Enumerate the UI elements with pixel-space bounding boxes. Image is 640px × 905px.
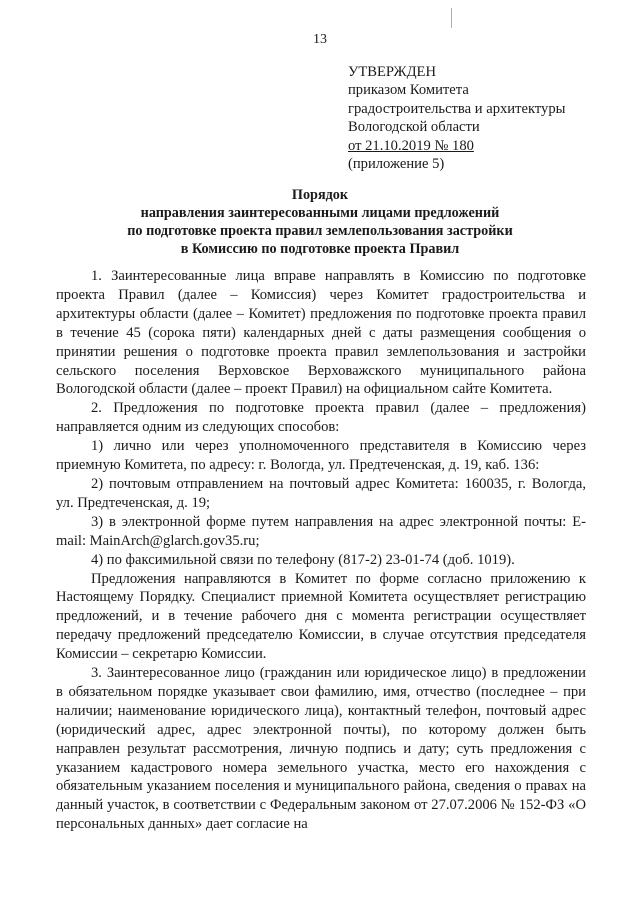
paragraph: 1) лично или через уполномоченного представителя в Комиссию через приемную Комитета, по адресу: г. Вологда, ул. Предтеченская, д. 19, каб. 136: <box>56 438 586 474</box>
page-number: 13 <box>313 32 327 47</box>
heading-line: по подготовке проекта правил землепользования застройки <box>127 223 513 239</box>
document-body <box>56 267 586 834</box>
approval-line: приказом Комитета <box>348 82 469 99</box>
heading-title: Порядок <box>291 187 349 203</box>
approval-line: Вологодской области <box>348 119 480 136</box>
paragraph: 1. Заинтересованные лица вправе направлять в Комиссию по подготовке проекта Правил (далее – Комиссия) через Комитет градостроительства и архитектуры области (далее – Комитет) предложения по подготовке проекта правил в течение 45 (сорока пяти) календарных дней с даты размещения сообщения о принятии решения о подготовке проекта правил землепользования и застройки сельского поселения Верховское Верховажского муниципального района Вологодской области (далее – проект Правил) на официальном сайте Комитета. <box>56 268 586 398</box>
approval-appendix: (приложение 5) <box>348 156 445 173</box>
approval-block <box>348 63 618 173</box>
paragraph: 2) почтовым отправлением на почтовый адрес Комитета: 160035, г. Вологда, ул. Предтеченская, д. 19; <box>56 475 586 511</box>
document-heading <box>0 186 640 258</box>
approval-line: градостроительства и архитектуры <box>348 100 566 117</box>
approval-title: УТВЕРЖДЕН <box>348 64 436 80</box>
approval-date-number: от 21.10.2019 № 180 <box>348 137 474 154</box>
scan-mark <box>451 8 453 28</box>
paragraph: 3) в электронной форме путем направления на адрес электронной почты: E-mail: MainArch@glarch.gov35.ru; <box>56 513 586 549</box>
paragraph: Предложения направляются в Комитет по форме согласно приложению к Настоящему Порядку. Специалист приемной Комитета осуществляет регистрацию предложений, и в течение рабочего дня с момента регистрации осуществляет передачу предложений председателю Комиссии, в случае отсутствия председателя Комиссии – секретарю Комиссии. <box>56 570 586 663</box>
paragraph: 2. Предложения по подготовке проекта правил (далее – предложения) направляется одним из следующих способов: <box>56 400 586 436</box>
heading-line: направления заинтересованными лицами предложений <box>140 205 500 221</box>
heading-line: в Комиссию по подготовке проекта Правил <box>180 241 460 257</box>
paragraph: 3. Заинтересованное лицо (гражданин или юридическое лицо) в предложении в обязательном порядке указывает свои фамилию, имя, отчество (последнее – при наличии; наименование юридического лица), контактный телефон, почтовый адрес (юридический адрес, адрес электронной почты), по которому должен быть направлен результат рассмотрения, личную подпись и дату; суть предложения с указанием кадастрового номера земельного участка, место его нахождения с обязательным указанием поселения и муниципального района, сведения о правах на данный участок, в соответствии с Федеральным законом от 27.07.2006 № 152-ФЗ «О персональных данных» дает согласие на <box>56 665 586 833</box>
paragraph: 4) по факсимильной связи по телефону (817-2) 23-01-74 (доб. 1019). <box>91 551 515 568</box>
